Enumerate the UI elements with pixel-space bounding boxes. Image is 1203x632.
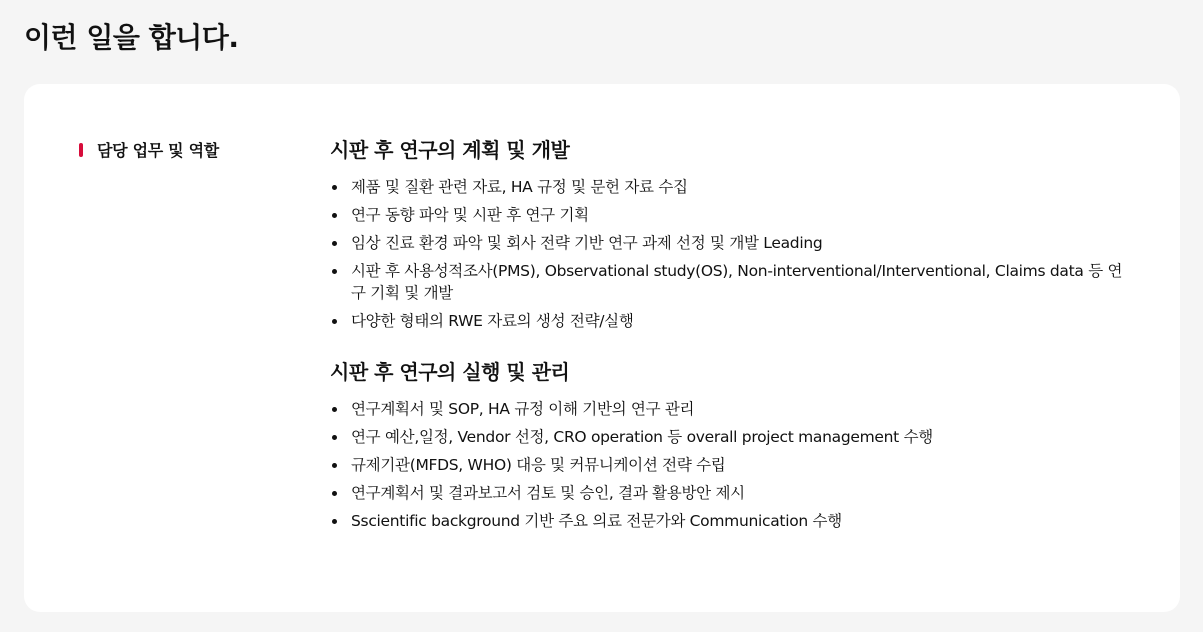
section-title: 시판 후 연구의 계획 및 개발 [330, 138, 570, 162]
section-execution [330, 358, 1130, 532]
list-item: 규제기관(MFDS, WHO) 대응 및 커뮤니케이션 전략 수립 [330, 454, 1130, 476]
accent-marker-icon [79, 143, 83, 157]
role-content [330, 136, 1130, 538]
role-label-text: 담당 업무 및 역할 [97, 141, 219, 160]
job-description-card [24, 84, 1180, 612]
list-item: 연구 예산,일정, Vendor 선정, CRO operation 등 overall project management 수행 [330, 426, 1130, 448]
section-planning [330, 136, 1130, 332]
list-item: 연구계획서 및 결과보고서 검토 및 승인, 결과 활용방안 제시 [330, 482, 1130, 504]
role-label [79, 138, 219, 161]
list-item: 임상 진료 환경 파악 및 회사 전략 기반 연구 과제 선정 및 개발 Leading [330, 232, 1130, 254]
bullet-list [330, 176, 1130, 332]
list-item: 연구 동향 파악 및 시판 후 연구 기획 [330, 204, 1130, 226]
list-item: Sscientific background 기반 주요 의료 전문가와 Communication 수행 [330, 510, 1130, 532]
list-item: 제품 및 질환 관련 자료, HA 규정 및 문헌 자료 수집 [330, 176, 1130, 198]
list-item: 연구계획서 및 SOP, HA 규정 이해 기반의 연구 관리 [330, 398, 1130, 420]
list-item: 다양한 형태의 RWE 자료의 생성 전략/실행 [330, 310, 1130, 332]
bullet-list [330, 398, 1130, 532]
section-title: 시판 후 연구의 실행 및 관리 [330, 360, 570, 384]
list-item: 시판 후 사용성적조사(PMS), Observational study(OS), Non-interventional/Interventional, Claims data 등 연구 기획 및 개발 [330, 260, 1130, 304]
page-title: 이런 일을 합니다. [24, 21, 239, 54]
